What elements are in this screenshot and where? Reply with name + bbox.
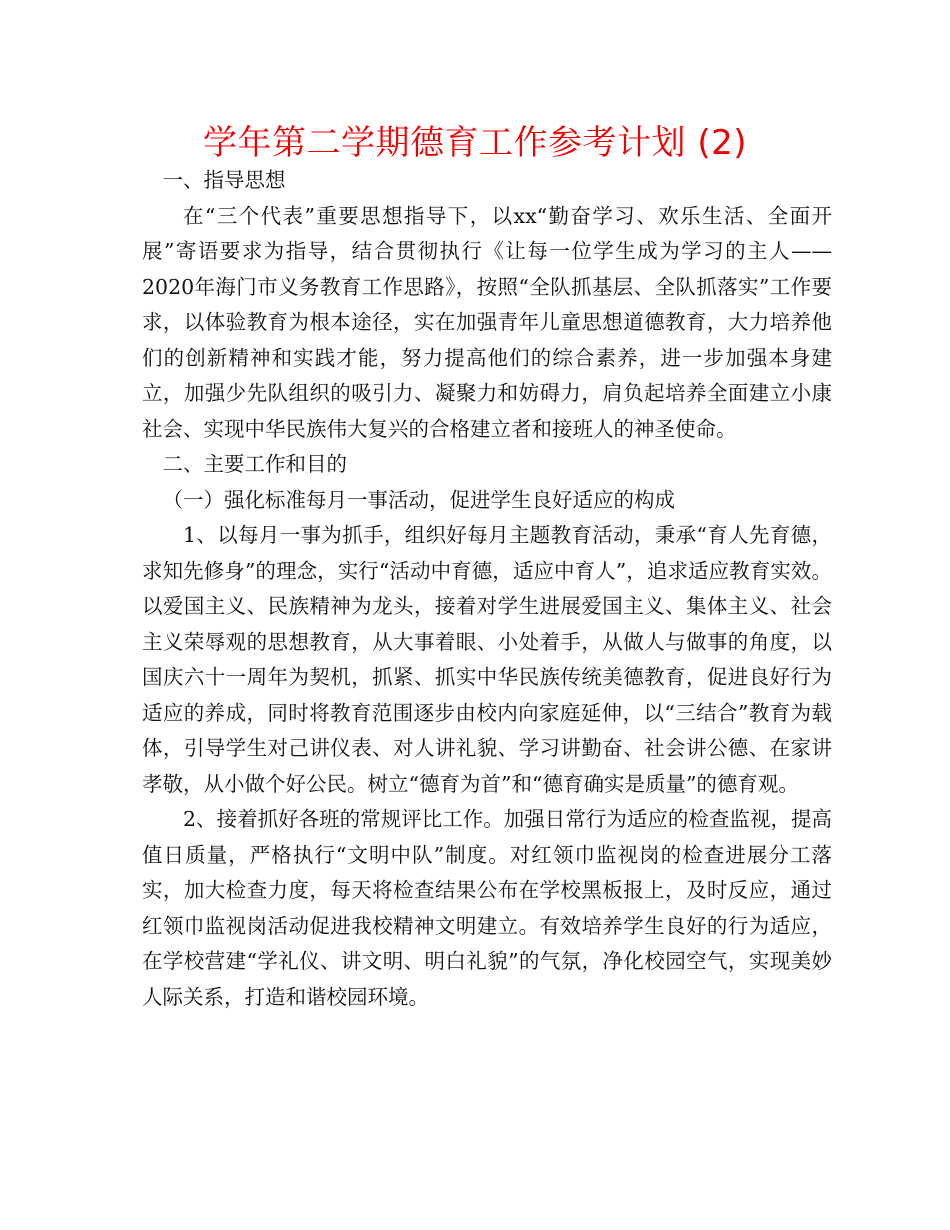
subsection-heading-monthly-activity: （一）强化标准每月一事活动，促进学生良好适应的构成 (162, 487, 675, 512)
section-heading-guiding-ideology: 一、指导思想 (162, 168, 286, 192)
document-body (142, 163, 832, 1015)
paragraph-guiding-ideology: 在“三个代表”重要思想指导下，以xx“勤奋学习、欢乐生活、全面开展”寄语要求为指导，结合贯彻执行《让每一位学生成为学习的主人——2020年海门市义务教育工作思路》，按照“全队抓基层、全队抓落实”工作要求，以体验教育为根本途径，实在加强青年儿童思想道德教育，大力培养他们的创新精神和实践才能，努力提高他们的综合素养，进一步加强本身建立，加强少先队组织的吸引力、凝聚力和妨碍力，肩负起培养全面建立小康社会、实现中华民族伟大复兴的合格建立者和接班人的神圣使命。 (142, 203, 832, 441)
document-title: 学年第二学期德育工作参考计划 (2) (203, 123, 747, 163)
paragraph-item-2: 2、接着抓好各班的常规评比工作。加强日常行为适应的检查监视，提高值日质量，严格执行“文明中队”制度。对红领巾监视岗的检查进展分工落实，加大检查力度，每天将检查结果公布在学校黑板报上，及时反应，通过红领巾监视岗活动促进我校精神文明建立。有效培养学生良好的行为适应，在学校营建“学礼仪、讲文明、明白礼貌”的气氛，净化校园空气，实现美妙人际关系，打造和谐校园环境。 (142, 807, 832, 1009)
section-heading-main-work: 二、主要工作和目的 (162, 452, 347, 476)
paragraph-item-1: 1、以每月一事为抓手，组织好每月主题教育活动，秉承“育人先育德，求知先修身”的理念，实行“活动中育德，适应中育人”，追求适应教育实效。以爱国主义、民族精神为龙头，接着对学生进展爱国主义、集体主义、社会主义荣辱观的思想教育，从大事着眼、小处着手，从做人与做事的角度，以国庆六十一周年为契机，抓紧、抓实中华民族传统美德教育，促进良好行为适应的养成，同时将教育范围逐步由校内向家庭延伸，以“三结合”教育为载体，引导学生对己讲仪表、对人讲礼貌、学习讲勤奋、社会讲公德、在家讲孝敬，从小做个好公民。树立“德育为首”和“德育确实是质量”的德育观。 (142, 523, 832, 796)
